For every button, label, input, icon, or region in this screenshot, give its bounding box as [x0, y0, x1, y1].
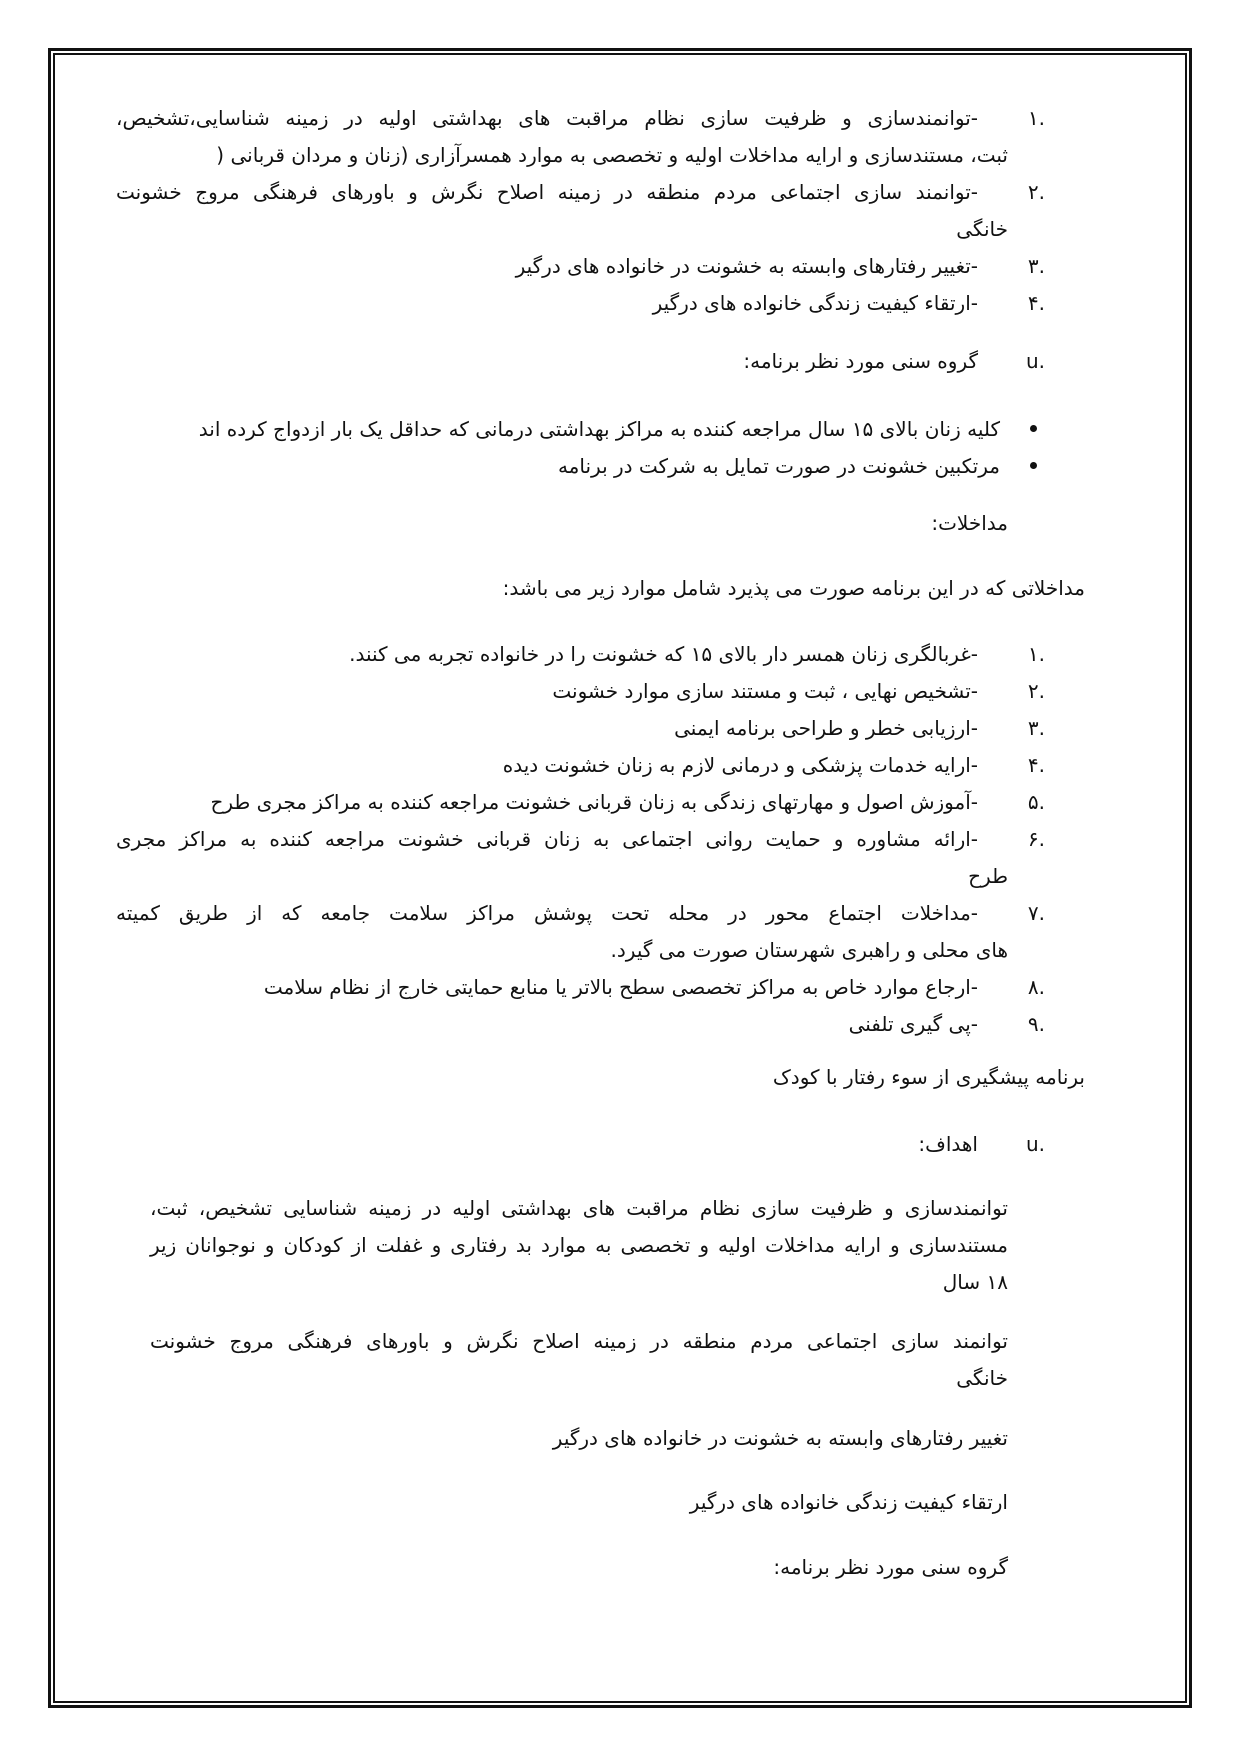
goal-paragraph: توانمندسازی و ظرفیت سازی نظام مراقبت های بهداشتی اولیه در زمینه شناسایی تشخیص، ثبت،	[150, 1196, 1008, 1220]
bullet-text: کلیه زنان بالای ۱۵ سال مراجعه کننده به مراکز بهداشتی درمانی که حداقل یک بار ازدواج کرده اند	[198, 417, 1000, 441]
list-number: .۱	[1027, 106, 1045, 130]
list-item-text: -پی گیری تلفنی	[848, 1012, 978, 1036]
list-number: .۸	[1027, 975, 1045, 999]
list-item-text: های محلی و راهبری شهرستان صورت می گیرد.	[610, 938, 1008, 962]
list-item-text: -غربالگری زنان همسر دار بالای ۱۵ که خشونت را در خانواده تجربه می کنند.	[349, 642, 978, 666]
list-item-text: -ارائه مشاوره و حمایت روانی اجتماعی به زنان قربانی خشونت مراجعه کننده به مراکز مجری	[116, 827, 978, 851]
list-number: .۶	[1027, 827, 1045, 851]
goal-paragraph: تغییر رفتارهای وابسته به خشونت در خانواده های درگیر	[552, 1426, 1008, 1450]
list-item-text: -ارتقاء کیفیت زندگی خانواده های درگیر	[652, 291, 978, 315]
list-number: .۴	[1027, 753, 1045, 777]
goal-paragraph: توانمند سازی اجتماعی مردم منطقه در زمینه اصلاح نگرش و باورهای فرهنگی مروج خشونت	[150, 1329, 1008, 1353]
list-number: .۹	[1027, 1012, 1045, 1036]
section-heading: گروه سنی مورد نظر برنامه:	[743, 349, 978, 373]
goal-paragraph: ۱۸ سال	[942, 1270, 1008, 1294]
bullet-icon	[1030, 462, 1037, 469]
program-title: برنامه پیشگیری از سوء رفتار با کودک	[772, 1065, 1085, 1089]
list-number: .۳	[1027, 716, 1045, 740]
list-number: .u	[1025, 349, 1045, 373]
intro-text: مداخلاتی که در این برنامه صورت می پذیرد شامل موارد زیر می باشد:	[502, 576, 1085, 600]
list-number: .۵	[1027, 790, 1045, 814]
goal-paragraph: خانگی	[956, 1366, 1008, 1390]
goal-paragraph: گروه سنی مورد نظر برنامه:	[773, 1555, 1008, 1579]
bullet-text: مرتکبین خشونت در صورت تمایل به شرکت در برنامه	[557, 454, 1000, 478]
list-item-text: -توانمند سازی اجتماعی مردم منطقه در زمینه اصلاح نگرش و باورهای فرهنگی مروج خشونت	[116, 180, 978, 204]
list-number: .۱	[1027, 642, 1045, 666]
list-item-text: -ارجاع موارد خاص به مراکز تخصصی سطح بالاتر یا منابع حمایتی خارج از نظام سلامت	[263, 975, 978, 999]
list-number: .۴	[1027, 291, 1045, 315]
list-number: .۲	[1027, 679, 1045, 703]
list-item-text: طرح	[968, 864, 1008, 888]
list-item-text: -آموزش اصول و مهارتهای زندگی به زنان قربانی خشونت مراجعه کننده به مراکز مجری طرح	[210, 790, 978, 814]
section-heading: مداخلات:	[931, 511, 1008, 535]
goal-paragraph: ارتقاء کیفیت زندگی خانواده های درگیر	[689, 1490, 1008, 1514]
list-number: .۷	[1027, 901, 1045, 925]
list-item-text: -ارزیابی خطر و طراحی برنامه ایمنی	[674, 716, 978, 740]
list-item-text: -تشخیص نهایی ، ثبت و مستند سازی موارد خشونت	[552, 679, 978, 703]
list-item-text: خانگی	[956, 217, 1008, 241]
list-item-text: -توانمندسازی و ظرفیت سازی نظام مراقبت های بهداشتی اولیه در زمینه شناسایی،تشخیص،	[116, 106, 978, 130]
goal-paragraph: مستندسازی و ارایه مداخلات اولیه و تخصصی به موارد بد رفتاری و غفلت از کودکان و نوجوانان زیر	[150, 1233, 1008, 1257]
list-number: .۳	[1027, 254, 1045, 278]
list-item-text: -تغییر رفتارهای وابسته به خشونت در خانواده های درگیر	[515, 254, 978, 278]
list-number: .۲	[1027, 180, 1045, 204]
section-heading: اهداف:	[918, 1132, 978, 1156]
list-item-text: -ارایه خدمات پزشکی و درمانی لازم به زنان خشونت دیده	[502, 753, 978, 777]
list-item-text: -مداخلات اجتماع محور در محله تحت پوشش مراکز سلامت جامعه که از طریق کمیته	[116, 901, 978, 925]
list-item-text: ثبت، مستندسازی و ارایه مداخلات اولیه و تخصصی به موارد همسرآزاری (زنان و مردان قربانی (	[216, 143, 1008, 167]
bullet-icon	[1030, 425, 1037, 432]
list-number: .u	[1025, 1132, 1045, 1156]
